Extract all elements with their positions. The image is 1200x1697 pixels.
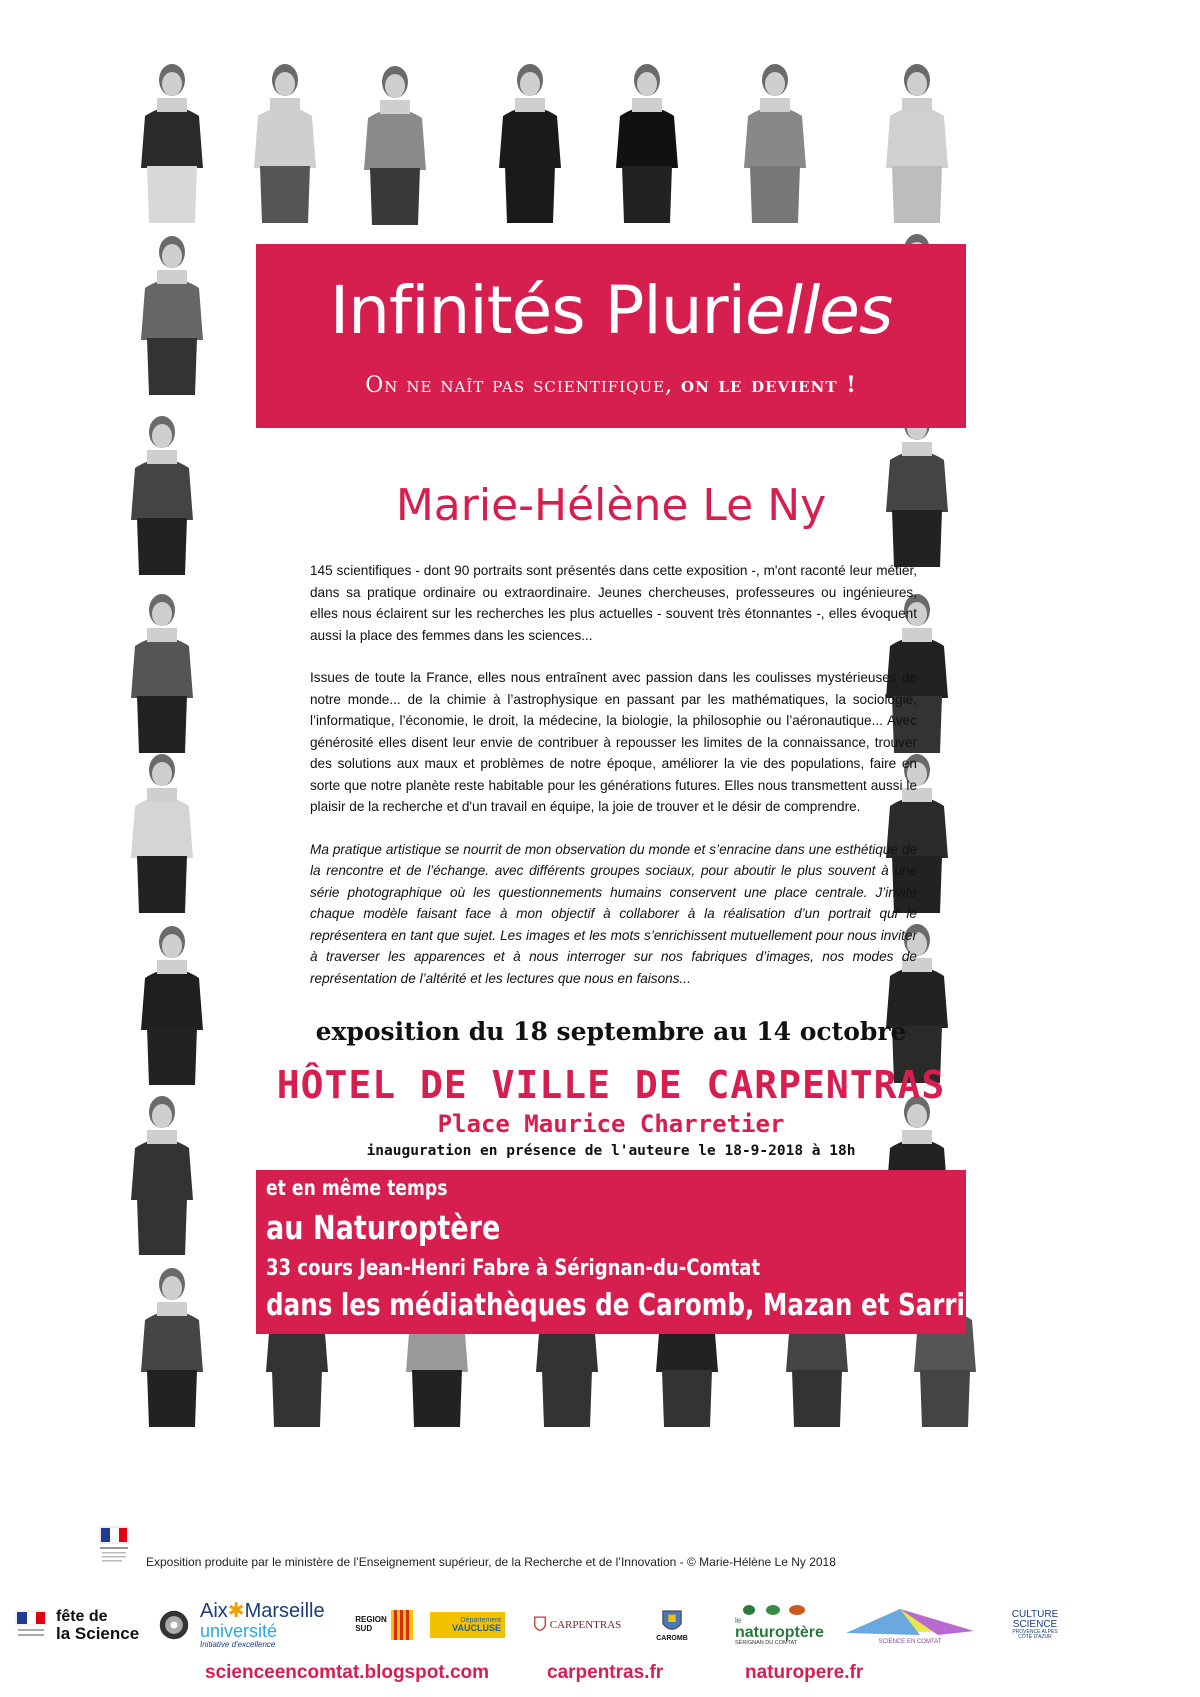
portrait-photo — [117, 588, 207, 758]
portrait-photo — [127, 920, 217, 1090]
naturoptere-logo — [735, 1600, 824, 1650]
naturoptere-logo-line-2: naturoptère — [735, 1624, 824, 1642]
venue-name: HÔTEL DE VILLE DE CARPENTRAS — [276, 1063, 946, 1107]
naturoptere-logo-line-3: SÉRIGNAN DU COMTAT — [735, 1640, 798, 1647]
naturoptere-line-3: 33 cours Jean-Henri Fabre à Sérignan-du-Comtat — [266, 1256, 761, 1281]
scienceencomtat-link[interactable]: scienceencomtat.blogspot.com — [205, 1662, 490, 1683]
naturoptere-line-1: et en même temps — [266, 1176, 448, 1200]
caromb-logo-text: CAROMB — [656, 1634, 688, 1642]
portrait-photo — [117, 1090, 207, 1260]
amu-logo-line-2: université — [200, 1620, 278, 1641]
cd-disc-logo — [156, 1600, 192, 1650]
description-paragraph-1: 145 scientifiques - dont 90 portraits sont présentés dans cette exposition -, m'ont raconté leur métier, dans sa pratique ordinaire ou extraordinaire. Jeunes chercheuses, professeures ou ingénieures, elles nous éclairent sur les recherches les plus actuelles - souvent très étonnantes -, elles évoquent aussi la place des femmes dans les sciences... — [310, 563, 917, 643]
carpentras-logo — [532, 1600, 622, 1650]
caromb-logo — [655, 1600, 689, 1650]
culture-science-logo — [1010, 1600, 1060, 1650]
artist-statement: Ma pratique artistique se nourrit de mon observation du monde et s’enracine dans une esthétique de la rencontre et de l’échange. avec différents groupes sociaux, pour aboutir le plus souvent à une série photographique où les questionnements humains conservent une place centrale. J’invite chaque modèle faisant face à mon objectif à collaborer à la réalisation d’un portrait qui le représentera en tant que sujet. Les images et les mots s’enrichissent mutuellement pour nous inviter à traverser les apparences et à nous interroger sur nos fabriques d’images, nos modes de représentation de l’altérité et les lectures que nous en faisons... — [310, 841, 917, 986]
portrait-photo — [127, 230, 217, 400]
naturoptere-logo-line-1: le — [735, 1616, 742, 1626]
portrait-photo — [872, 58, 962, 228]
region-sud-logo — [345, 1600, 423, 1650]
partner-logos — [0, 1600, 1200, 1656]
fete-logo-line-1: fête de — [56, 1607, 108, 1625]
naturoptere-banner — [256, 1170, 1014, 1334]
amu-star-icon: ✱ — [227, 1599, 245, 1622]
portrait-photo — [240, 58, 330, 228]
exhibition-title: Infinités Plurielles — [329, 272, 893, 349]
amu-logo-line-3: Initiative d'excellence — [200, 1639, 276, 1649]
carpentras-logo-text: CARPENTRAS — [549, 1619, 622, 1631]
amu-logo-part-2: Marseille — [244, 1599, 325, 1622]
portrait-photo — [350, 60, 440, 230]
portrait-photo — [117, 748, 207, 918]
exhibition-subtitle: On ne naît pas scientifique, on le devient ! — [365, 372, 857, 398]
description-paragraph-2: Issues de toute la France, elles nous entraînent avec passion dans les coulisses mystérieuses de notre monde... de la chimie à l’astrophysique en passant par les mathématiques, la sociologie, l’informatique, l’économie, le droit, la médecine, la biologie, la philosophie ou l’aéronautique... Avec générosité elles disent leur envie de contribuer à repousser les limites de la connaissance, trouver des solutions aux maux et problèmes de notre époque, améliorer la vie des populations, faire en sorte que notre planète reste habitable pour les générations futures. Elles nous transmettent aussi le plaisir de la recherche et d'un travail en équipe, la joie de trouver et le désir de comprendre. — [310, 670, 917, 814]
fete-de-la-science-logo — [56, 1600, 146, 1650]
science-en-comtat-logo-text: SCIENCE EN COMTAT — [878, 1639, 942, 1645]
republique-logo — [14, 1600, 48, 1650]
ministry-logo — [96, 1525, 132, 1567]
author-name: Marie-Hélène Le Ny — [395, 480, 827, 531]
naturoptere-line-4: dans les médiathèques de Caromb, Mazan et Sarrians — [266, 1288, 1014, 1323]
naturopere-link[interactable]: naturopere.fr — [745, 1662, 864, 1683]
vaucluse-logo-line-2: VAUCLUSE — [452, 1623, 501, 1633]
venue-address: Place Maurice Charretier — [437, 1110, 785, 1138]
title-banner — [256, 244, 966, 428]
exhibition-dates: exposition du 18 septembre au 14 octobre — [315, 1017, 907, 1046]
portrait-photo — [117, 410, 207, 580]
portrait-photo — [127, 58, 217, 228]
vaucluse-logo — [430, 1600, 505, 1650]
fete-logo-line-2: la Science — [56, 1623, 140, 1643]
portrait-photo — [602, 58, 692, 228]
culture-logo-line-2: SCIENCE — [1012, 1619, 1058, 1630]
aix-marseille-universite-logo — [200, 1600, 335, 1650]
portrait-photo — [485, 58, 575, 228]
science-en-comtat-logo — [840, 1600, 980, 1650]
portrait-photo — [127, 1262, 217, 1432]
region-logo-line-2: SUD — [355, 1624, 373, 1633]
carpentras-link[interactable]: carpentras.fr — [547, 1662, 664, 1683]
vaucluse-logo-line-1: Département — [460, 1617, 501, 1624]
naturoptere-line-2: au Naturoptère — [266, 1208, 501, 1247]
amu-logo-part-1: Aix — [200, 1599, 228, 1622]
website-links — [0, 1662, 1200, 1692]
culture-logo-line-1: CULTURE — [1011, 1609, 1059, 1620]
culture-logo-line-3: PROVENCE ALPES CÔTE D'AZUR — [1012, 1629, 1058, 1640]
region-logo-line-1: REGION — [355, 1615, 387, 1625]
portrait-photo — [730, 58, 820, 228]
inauguration-info: inauguration en présence de l'auteure le 18-9-2018 à 18h — [366, 1143, 856, 1159]
description-text — [310, 560, 917, 1010]
production-credit: Exposition produite par le ministère de l’Enseignement supérieur, de la Recherche et de l’Innovation - © Marie-Hélène Le Ny 2018 — [146, 1555, 836, 1569]
